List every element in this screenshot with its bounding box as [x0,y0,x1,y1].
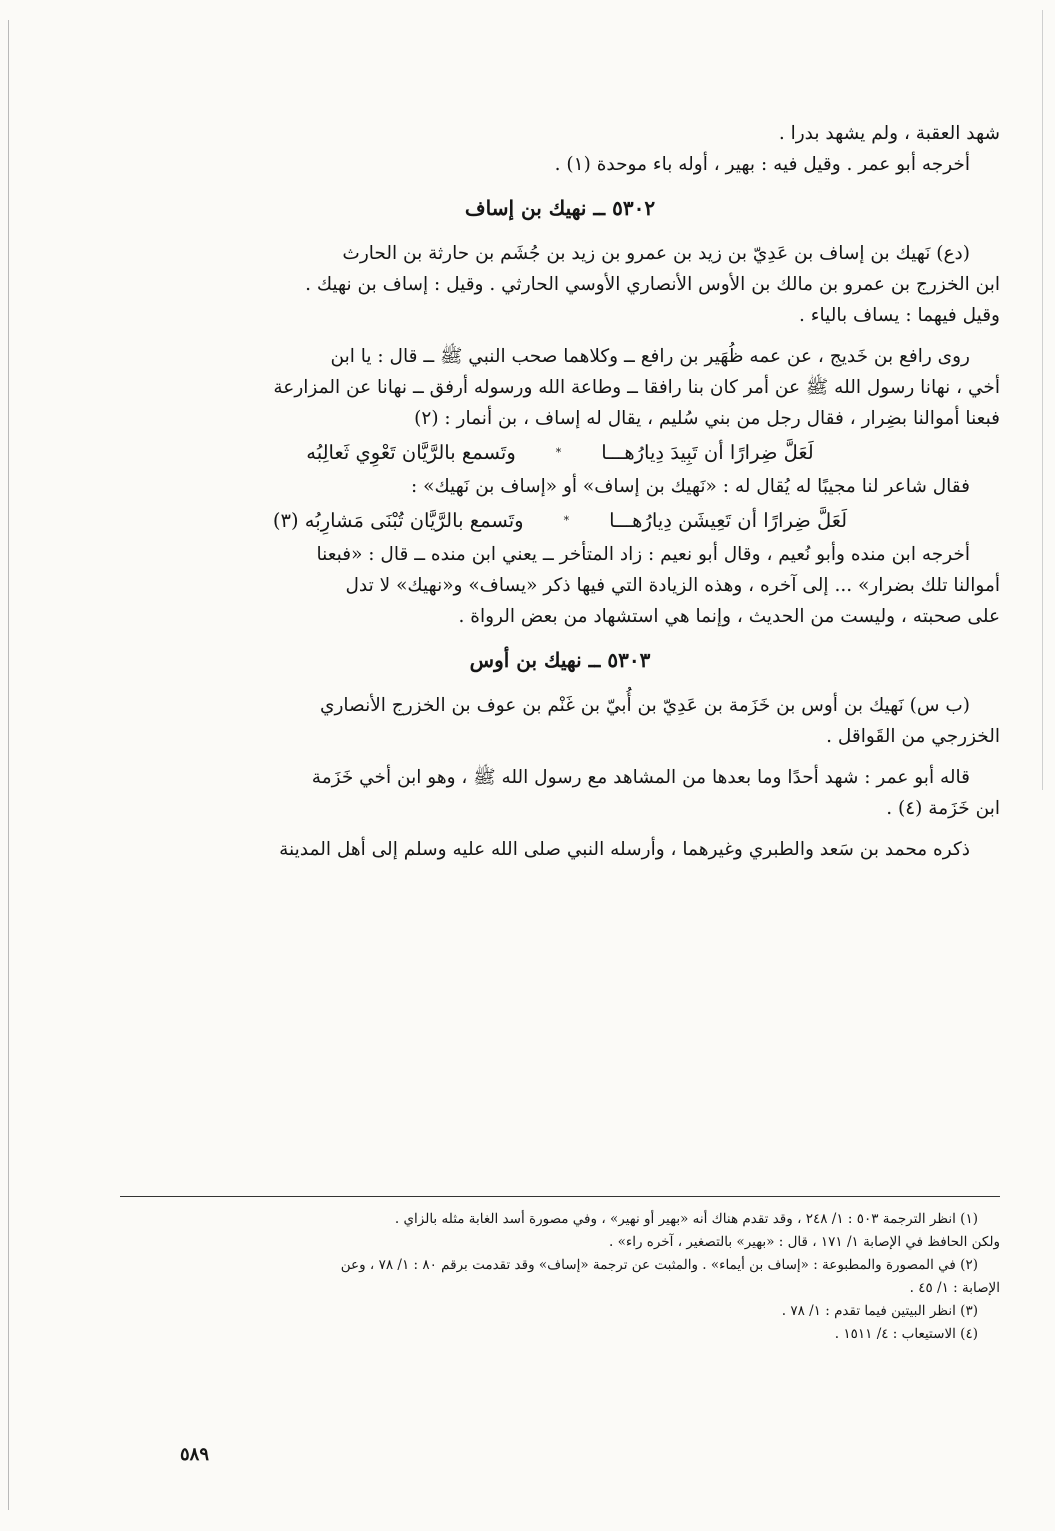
text-line: أخي ، نهانا رسول الله ﷺ عن أمر كان بنا رافقا ــ وطاعة الله ورسوله أرفق ــ نهانا عن المزارعة [273,377,1000,398]
text-line: (ب س) نَهيك بن أوس بن خَزَمة بن عَدِيّ بن أُبيّ بن غَنْم بن عوف بن الخزرج الأنصاري [319,695,970,716]
entry-heading-5302: ٥٣٠٢ ــ نهيك بن إساف [464,196,656,220]
verse-line [120,436,1000,469]
text-line: قاله أبو عمر : شهد أحدًا وما بعدها من المشاهد مع رسول الله ﷺ ، وهو ابن أخي خَزَمة [311,767,970,788]
text-line: فقال شاعر لنا مجيبًا له يُقال له : «نَهيك بن إساف» أو «إساف بن نَهيك» : [411,476,970,497]
main-text [120,118,1000,865]
text-line: (دع) نَهيك بن إساف بن عَدِيّ بن زيد بن عمرو بن زيد بن جُشَم بن حارثة بن الحارث [342,243,970,264]
hemistich-second: وتَسمع بالرَّيَّان تُبْنَى مَشارِبُه (٣) [272,509,524,532]
verse-separator: * [555,446,562,459]
page-edge-line [1042,10,1043,790]
verse-line [120,504,1000,537]
text-line: وقيل فيهما : يساف بالياء . [799,305,1000,326]
text-line: أموالنا تلك بضرار» ... إلى آخره ، وهذه الزيادة التي فيها ذكر «يساف» و«نهيك» لا تدل [345,575,1000,596]
footnote-line: ولكن الحافظ في الإصابة ١/ ١٧١ ، قال : «بهير» بالتصغير ، آخره راء» . [609,1234,1000,1250]
footnote-line: الإصابة : ١/ ٤٥ . [909,1280,1000,1296]
footnote-line: (٤) الاستيعاب : ٤/ ١٥١١ . [834,1326,978,1342]
page-number: ٥٨٩ [180,1444,210,1465]
hemistich-second: وتَسمع بالرَّيَّان تَعْوِي ثَعالِبُه [306,441,516,464]
text-line: شهد العقبة ، ولم يشهد بدرا . [778,123,1000,144]
text-line: الخزرجي من القَواقل . [826,726,1000,747]
entry-5302 [120,238,1000,632]
text-line: أخرجه ابن منده وأبو نُعيم ، وقال أبو نعيم : زاد المتأخر ــ يعني ابن منده ــ قال : «فبعنا [316,544,970,565]
text-line: ابن خَزَمة (٤) . [886,798,1000,819]
entry-5303 [120,690,1000,865]
footnote-line: (١) انظر الترجمة ٥٠٣ : ١/ ٢٤٨ ، وقد تقدم هناك أنه «بهير أو نهير» ، وفي مصورة أسد الغابة مثله بالزاي . [394,1211,978,1227]
verse-separator: * [563,514,570,527]
text-line: ابن الخزرج بن عمرو بن مالك بن الأوس الأنصاري الأوسي الحارثي . وقيل : إساف بن نهيك . [305,274,1000,295]
hemistich-first: لَعَلَّ ضِرارًا أن تَعِيشَن دِيارُهـــا [609,509,848,532]
footnote-line: (٣) انظر البيتين فيما تقدم : ١/ ٧٨ . [781,1303,978,1319]
text-line: أخرجه أبو عمر . وقيل فيه : بهير ، أوله باء موحدة (١) . [554,154,970,175]
footnotes [120,1208,1000,1346]
text-line: على صحبته ، وليست من الحديث ، وإنما هي استشهاد من بعض الرواة . [458,606,1000,627]
page-edge-line [8,20,9,1510]
entry-heading-5303: ٥٣٠٣ ــ نهيك بن أوس [469,648,651,672]
footnote-line: (٢) في المصورة والمطبوعة : «إساف بن أيماء» . والمثبت عن ترجمة «إساف» وقد تقدمت برقم ٨٠ : ١/ ٧٨ ، وعن [340,1257,978,1273]
footnote-divider [120,1196,1000,1197]
text-line: روى رافع بن خَديج ، عن عمه ظُهَير بن رافع ــ وكلاهما صحب النبي ﷺ ــ قال : يا ابن [330,346,970,367]
hemistich-first: لَعَلَّ ضِرارًا أن تَبِيدَ دِيارُهـــا [601,441,814,464]
text-line: ذكره محمد بن سَعد والطبري وغيرهما ، وأرسله النبي صلى الله عليه وسلم إلى أهل المدينة [279,839,970,860]
text-line: فبعنا أموالنا بضِرار ، فقال رجل من بني سُليم ، يقال له إساف ، بن أنمار : (٢) [414,408,1000,429]
